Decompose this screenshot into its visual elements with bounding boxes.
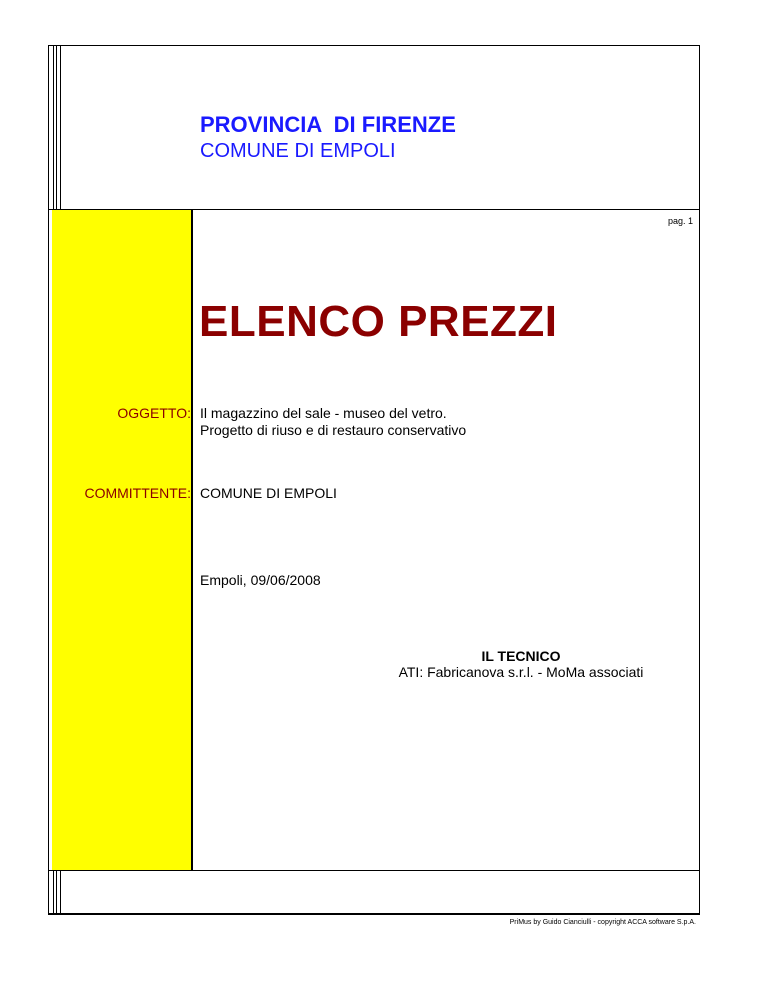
committente-value: COMUNE DI EMPOLI (200, 485, 337, 501)
committente-label: COMMITTENTE: (84, 485, 191, 501)
signature-title: IL TECNICO (481, 648, 561, 664)
document-title: ELENCO PREZZI (199, 297, 558, 346)
place-date: Empoli, 09/06/2008 (200, 572, 321, 588)
signature-block (356, 648, 686, 680)
page-number: pag. 1 (667, 216, 693, 226)
footer-divider (48, 870, 700, 871)
oggetto-line-1: Il magazzino del sale - museo del vetro. (200, 405, 447, 421)
oggetto-line-2: Progetto di riuso e di restauro conservativo (200, 422, 467, 438)
software-footer: PriMus by Guido Cianciulli - copyright ACCA software S.p.A. (509, 919, 696, 926)
sidebar-divider (192, 210, 193, 870)
comune-heading: COMUNE DI EMPOLI (200, 140, 396, 162)
signature-name: ATI: Fabricanova s.r.l. - MoMa associati (398, 664, 644, 680)
oggetto-value (200, 405, 466, 439)
province-heading: PROVINCIA DI FIRENZE (200, 112, 456, 137)
oggetto-label: OGGETTO: (117, 405, 191, 421)
label-sidebar (52, 210, 192, 870)
